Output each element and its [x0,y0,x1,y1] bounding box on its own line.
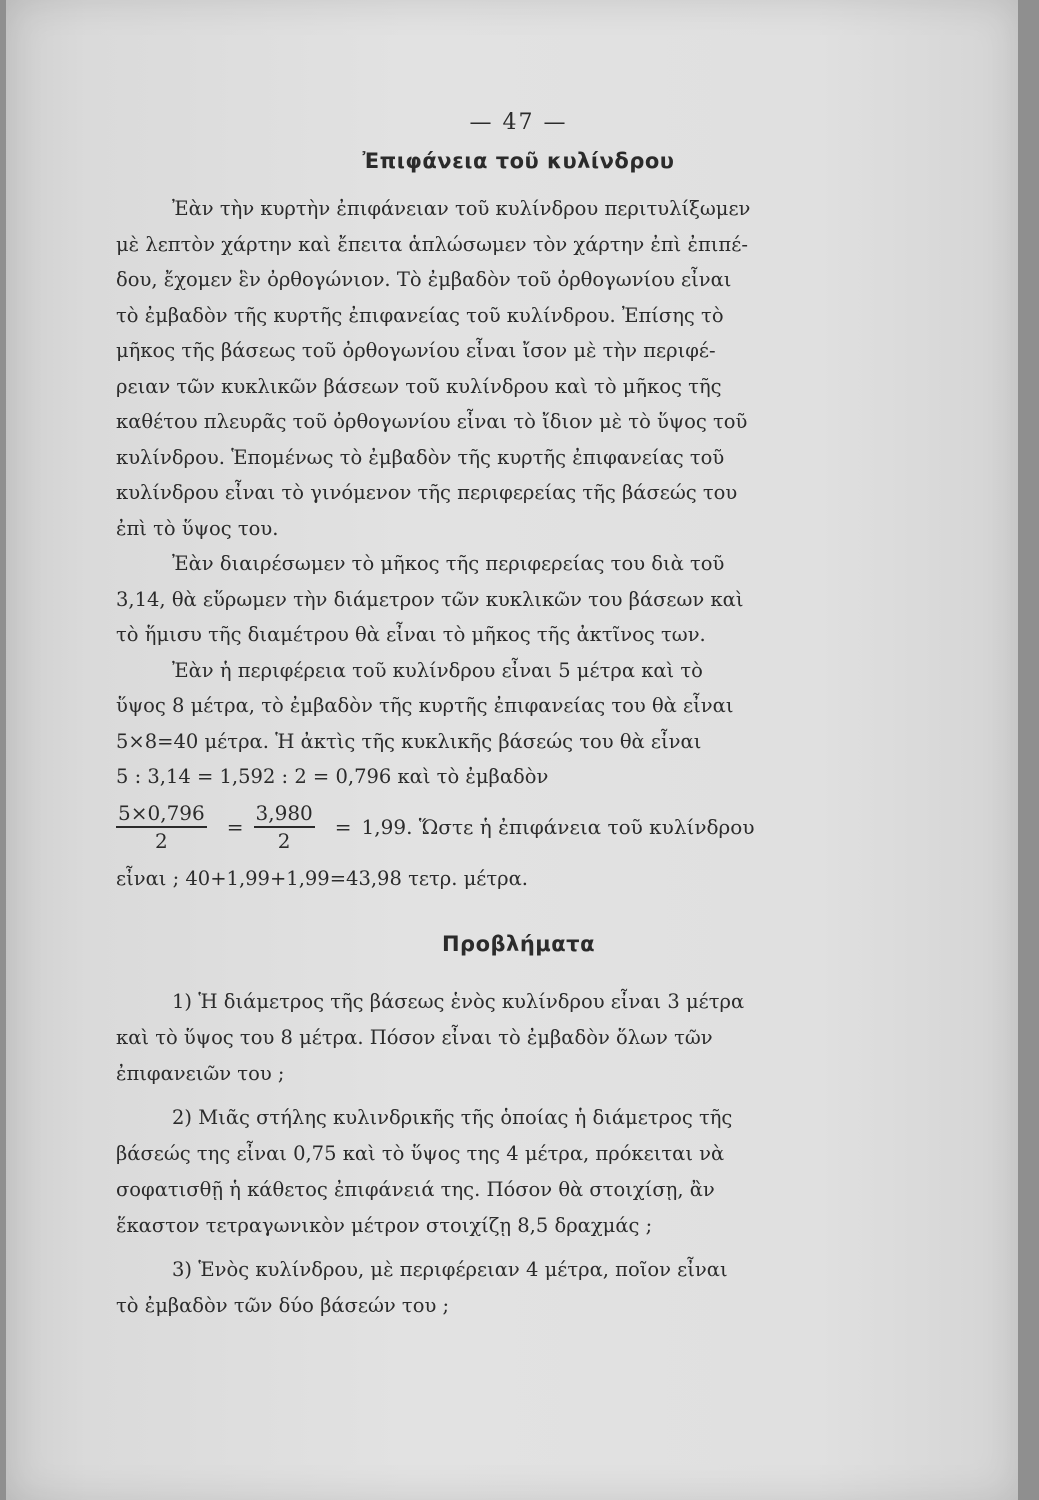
fraction-numerator: 3,980 [254,800,315,828]
result-line [116,861,921,897]
section-heading: Ἐπιφάνεια τοῦ κυλίνδρου [362,149,675,173]
fraction-2 [254,800,315,854]
text-line: 3,14, θὰ εὕρωμεν τὴν διάμετρον τῶν κυκλικῶν του βάσεων καὶ [116,587,744,611]
problem-3 [116,1252,921,1324]
text-line: μὲ λεπτὸν χάρτην καὶ ἔπειτα ἁπλώσωμεν τὸν χάρτην ἐπὶ ἐπιπέ- [116,232,748,256]
fraction-numerator: 5×0,796 [116,800,207,828]
text-line: Ἐὰν τὴν κυρτὴν ἐπιφάνειαν τοῦ κυλίνδρου περιτυλίξωμεν [172,197,751,220]
paragraph-definition [116,191,921,546]
text-line: ἕκαστον τετραγωνικὸν μέτρον στοιχίζῃ 8,5 δραχμάς ; [116,1214,653,1237]
paragraph-radius [116,546,921,653]
text-line: 5×8=40 μέτρα. Ἡ ἀκτὶς τῆς κυκλικῆς βάσεώς του θὰ εἶναι [116,729,702,753]
fraction-1 [116,800,207,854]
text-line: Ἐὰν διαιρέσωμεν τὸ μῆκος τῆς περιφερείας του διὰ τοῦ [172,552,725,575]
book-page [6,0,1018,1500]
text-line: 3) Ἑνὸς κυλίνδρου, μὲ περιφέρειαν 4 μέτρα, ποῖον εἶναι [172,1258,728,1281]
page-content [116,110,921,1332]
text-line: καὶ τὸ ὕψος του 8 μέτρα. Πόσον εἶναι τὸ ἐμβαδὸν ὅλων τῶν [116,1026,713,1049]
equals-sign: = [226,814,244,839]
text-line: εἶναι ; 40+1,99+1,99=43,98 τετρ. μέτρα. [116,866,529,890]
fraction-denominator: 2 [277,828,291,853]
fraction-denominator: 2 [155,828,168,853]
problem-1 [116,984,921,1092]
text-line: 1) Ἡ διάμετρος τῆς βάσεως ἑνὸς κυλίνδρου εἶναι 3 μέτρα [172,990,745,1013]
problems-heading: Προβλήματα [441,932,595,956]
text-line: 2) Μιᾶς στήλης κυλινδρικῆς τῆς ὁποίας ἡ διάμετρος τῆς [172,1106,733,1129]
text-line: βάσεώς της εἶναι 0,75 καὶ τὸ ὕψος της 4 μέτρα, πρόκειται νὰ [116,1142,725,1165]
text-line: τὸ ἥμισυ τῆς διαμέτρου θὰ εἶναι τὸ μῆκος τῆς ἀκτῖνος των. [116,623,706,646]
text-line: δου, ἔχομεν ἓν ὀρθογώνιον. Τὸ ἐμβαδὸν τοῦ ὀρθογωνίου εἶναι [116,268,732,291]
equals-sign: = [334,814,352,839]
text-line: κυλίνδρου. Ἑπομένως τὸ ἐμβαδὸν τῆς κυρτῆς ἐπιφανείας τοῦ [116,445,725,469]
text-line: κυλίνδρου εἶναι τὸ γινόμενον τῆς περιφερείας τῆς βάσεώς του [116,481,738,504]
text-line: καθέτου πλευρᾶς τοῦ ὀρθογωνίου εἶναι τὸ ἴδιον μὲ τὸ ὕψος τοῦ [116,410,748,433]
fraction-formula [116,797,921,857]
text-line: Ἐὰν ἡ περιφέρεια τοῦ κυλίνδρου εἶναι 5 μέτρα καὶ τὸ [172,658,703,682]
formula-tail-text: 1,99. Ὥστε ἡ ἐπιφάνεια τοῦ κυλίνδρου [361,814,755,839]
text-line: ὕψος 8 μέτρα, τὸ ἐμβαδὸν τῆς κυρτῆς ἐπιφανείας του θὰ εἶναι [116,694,734,717]
text-line: ἐπιφανειῶν του ; [116,1062,285,1085]
page-number: — 47 — [469,110,568,135]
problem-2 [116,1100,921,1244]
paragraph-example [116,653,921,795]
text-line: ρειαν τῶν κυκλικῶν βάσεων τοῦ κυλίνδρου καὶ τὸ μῆκος τῆς [116,374,722,398]
text-line: τὸ ἐμβαδὸν τῆς κυρτῆς ἐπιφανείας τοῦ κυλίνδρου. Ἐπίσης τὸ [116,303,724,327]
text-line: 5 : 3,14 = 1,592 : 2 = 0,796 καὶ τὸ ἐμβαδὸν [116,765,549,788]
text-line: μῆκος τῆς βάσεως τοῦ ὀρθογωνίου εἶναι ἴσον μὲ τὴν περιφέ- [116,339,716,362]
text-line: ἐπὶ τὸ ὕψος του. [116,516,279,540]
text-line: τὸ ἐμβαδὸν τῶν δύο βάσεών του ; [116,1294,450,1317]
text-line: σοφατισθῇ ἡ κάθετος ἐπιφάνειά της. Πόσον θὰ στοιχίσῃ, ἂν [116,1178,715,1201]
